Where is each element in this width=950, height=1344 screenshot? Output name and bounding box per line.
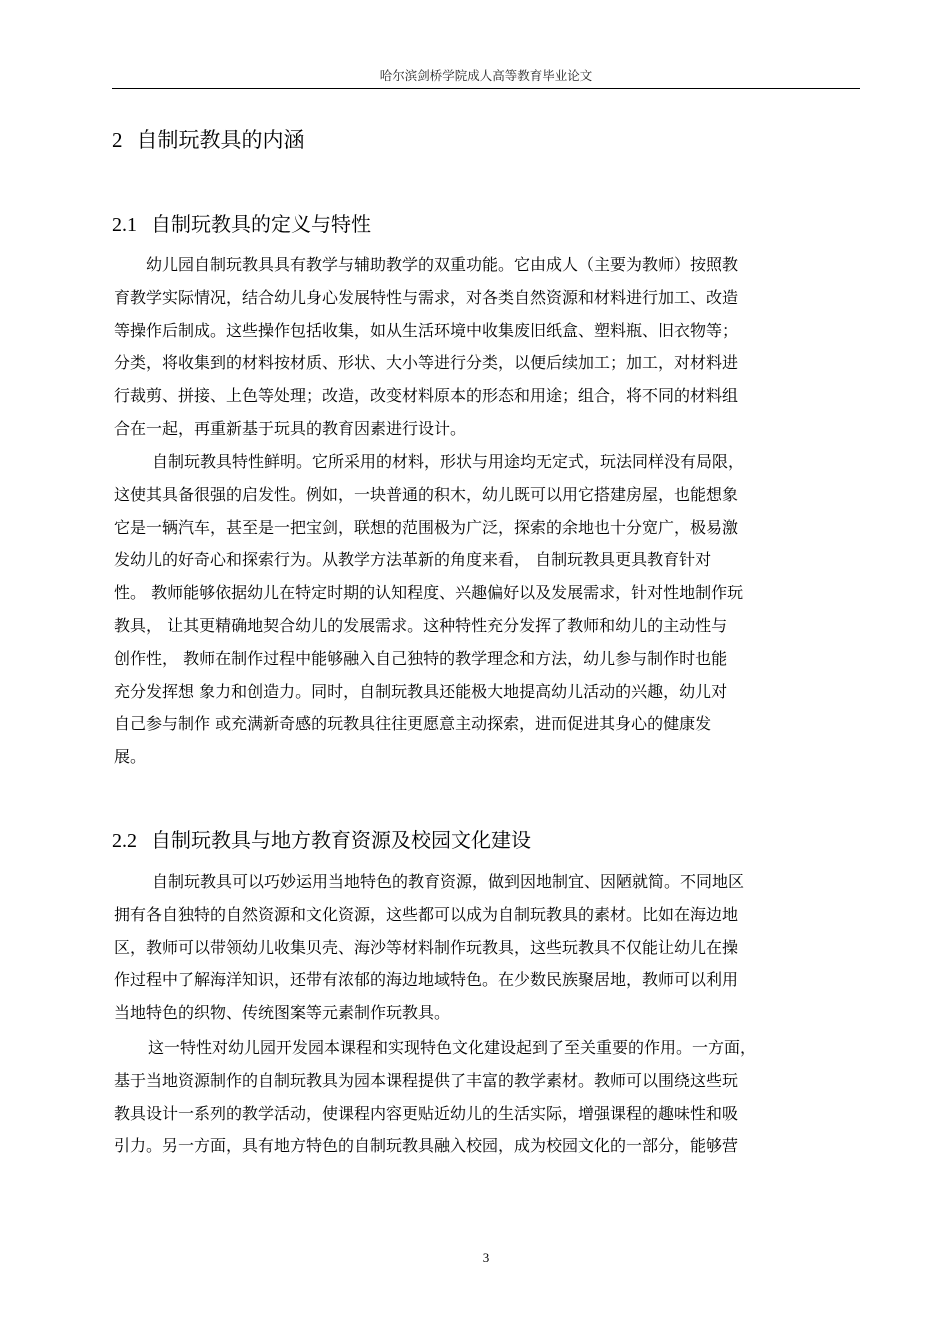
text-line: 拥有各自独特的自然资源和文化资源，这些都可以成为自制玩教具的素材。比如在海边地	[114, 904, 739, 924]
section-number: 2.1	[112, 214, 137, 236]
paragraph-campus-culture	[114, 1032, 860, 1163]
text-line: 性。 教师能够依据幼儿在特定时期的认知程度、兴趣偏好以及发展需求，针对性地制作玩	[114, 583, 744, 603]
section-heading-2-2	[112, 824, 531, 853]
text-line: 自制玩教具特性鲜明。它所采用的材料，形状与用途均无定式，玩法同样没有局限，	[152, 452, 745, 471]
text-line: 创作性， 教师在制作过程中能够融入自己独特的教学理念和方法，幼儿参与制作时也能	[114, 648, 728, 668]
text-line: 教具， 让其更精确地契合幼儿的发展需求。这种特性充分发挥了教师和幼儿的主动性与	[114, 615, 728, 635]
text-line: 行裁剪、拼接、上色等处理；改造，改变材料原本的形态和用途；组合，将不同的材料组	[114, 386, 739, 406]
text-line: 教具设计一系列的教学活动，使课程内容更贴近幼儿的生活实际，增强课程的趣味性和吸	[114, 1103, 739, 1123]
chapter-heading	[112, 124, 305, 154]
text-line: 自己参与制作 或充满新奇感的玩教具往往更愿意主动探索，进而促进其身心的健康发	[114, 714, 712, 734]
text-line: 等操作后制成。这些操作包括收集，如从生活环境中收集废旧纸盒、塑料瓶、旧衣物等；	[114, 320, 739, 340]
text-line: 引力。另一方面，具有地方特色的自制玩教具融入校园，成为校园文化的一部分，能够营	[114, 1136, 739, 1156]
text-line: 展。	[114, 747, 147, 767]
paragraph-local-resources	[114, 866, 860, 1030]
section-title: 自制玩教具的定义与特性	[151, 212, 371, 236]
text-line: 当地特色的织物、传统图案等元素制作玩教具。	[114, 1003, 451, 1023]
section-title: 自制玩教具与地方教育资源及校园文化建设	[151, 828, 531, 852]
text-line: 育教学实际情况，结合幼儿身心发展特性与需求，对各类自然资源和材料进行加工、改造	[114, 287, 739, 307]
paragraph-characteristics	[114, 446, 860, 774]
chapter-number: 2	[112, 128, 123, 152]
text-line: 合在一起，再重新基于玩具的教育因素进行设计。	[114, 418, 467, 438]
text-line: 区，教师可以带领幼儿收集贝壳、海沙等材料制作玩教具，这些玩教具不仅能让幼儿在操	[114, 937, 739, 957]
section-number: 2.2	[112, 830, 137, 852]
running-header: 哈尔滨剑桥学院成人高等教育毕业论文	[379, 68, 593, 83]
paragraph-definition	[114, 249, 860, 446]
text-line: 它是一辆汽车，甚至是一把宝剑，联想的范围极为广泛，探索的余地也十分宽广，极易激	[114, 517, 739, 537]
header-rule	[112, 88, 860, 89]
text-line: 发幼儿的好奇心和探索行为。从教学方法革新的角度来看， 自制玩教具更具教育针对	[114, 550, 712, 570]
text-line: 这使其具备很强的启发性。例如，一块普通的积木，幼儿既可以用它搭建房屋，也能想象	[114, 484, 739, 504]
text-line: 自制玩教具可以巧妙运用当地特色的教育资源，做到因地制宜、因陋就简。不同地区	[152, 872, 745, 891]
text-line: 充分发挥想 象力和创造力。同时，自制玩教具还能极大地提高幼儿活动的兴趣，幼儿对	[114, 681, 728, 701]
chapter-title: 自制玩教具的内涵	[136, 128, 305, 152]
section-heading-2-1	[112, 208, 371, 237]
text-line: 幼儿园自制玩教具具有教学与辅助教学的双重功能。它由成人（主要为教师）按照教	[146, 255, 739, 274]
page-number: 3	[482, 1250, 490, 1265]
text-line: 分类，将收集到的材料按材质、形状、大小等进行分类，以便后续加工；加工，对材料进	[114, 353, 739, 373]
text-line: 作过程中了解海洋知识，还带有浓郁的海边地域特色。在少数民族聚居地，教师可以利用	[114, 970, 739, 990]
text-line: 基于当地资源制作的自制玩教具为园本课程提供了丰富的教学素材。教师可以围绕这些玩	[114, 1070, 739, 1090]
text-line: 这一特性对幼儿园开发园本课程和实现特色文化建设起到了至关重要的作用。一方面，	[148, 1038, 757, 1057]
